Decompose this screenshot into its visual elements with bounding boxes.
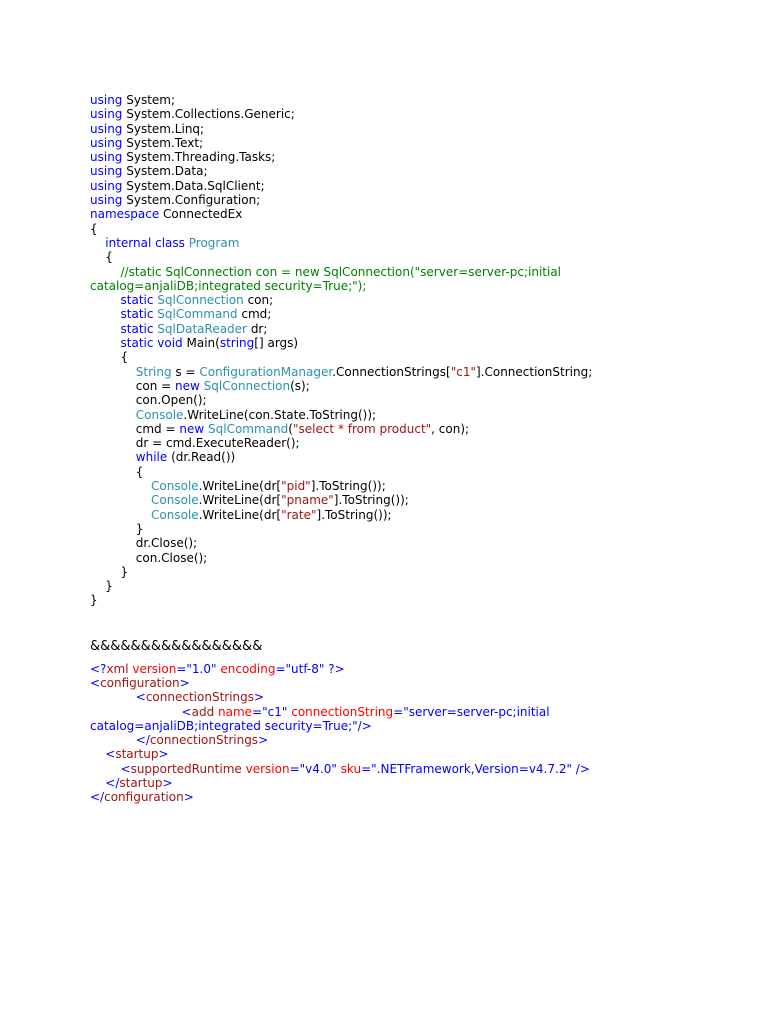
code-token: ].ToString()); — [316, 507, 392, 522]
code-token: dr = cmd.ExecuteReader(); — [90, 436, 300, 451]
code-token: 1.0 — [191, 661, 212, 676]
code-token: connectionStrings — [145, 690, 255, 705]
code-token: cmd; — [237, 307, 272, 322]
code-token: using — [90, 107, 123, 122]
code-line — [90, 236, 730, 250]
xml-line — [90, 790, 730, 804]
code-token: " — [281, 704, 292, 719]
code-token: " — [331, 761, 341, 776]
code-token: ].ConnectionString; — [475, 364, 593, 379]
code-line — [90, 336, 730, 350]
code-token: SqlConnection — [157, 293, 244, 308]
code-token: Main( — [182, 336, 220, 351]
code-token: Console — [151, 507, 199, 522]
code-token: using — [90, 93, 123, 107]
code-token: { — [90, 250, 113, 265]
code-token: } — [90, 593, 98, 608]
code-token: cmd = — [90, 421, 180, 436]
code-token: SqlCommand — [157, 307, 238, 322]
code-token: "pname" — [281, 493, 334, 508]
xml-line — [90, 747, 730, 761]
code-token: (dr.Read()) — [167, 450, 236, 465]
code-token: supportedRuntime — [130, 761, 242, 776]
code-token: startup — [115, 747, 159, 762]
code-line — [90, 122, 730, 136]
code-token: "/> — [352, 718, 372, 733]
csharp-code-block — [90, 93, 730, 608]
code-token: .WriteLine(dr[ — [198, 479, 282, 494]
separator-text: &&&&&&&&&&&&&&&&& — [90, 638, 263, 654]
code-token: { — [90, 221, 98, 236]
code-token: Console — [151, 493, 199, 508]
code-token: connectionStrings — [149, 733, 259, 748]
xml-line — [90, 733, 730, 747]
code-token: =" — [361, 761, 377, 776]
code-token: String — [135, 364, 172, 379]
code-token: .WriteLine(con.State.ToString()); — [183, 407, 377, 422]
xml-line — [90, 762, 730, 776]
code-token — [90, 450, 136, 464]
code-token: > — [254, 690, 265, 705]
code-token: " /> — [566, 761, 590, 776]
code-line — [90, 493, 730, 507]
code-token: < — [90, 747, 116, 762]
code-line — [90, 293, 730, 307]
code-token: string — [219, 336, 255, 351]
code-token: dr; — [247, 321, 268, 336]
code-token — [90, 307, 121, 321]
code-token: " ?> — [318, 661, 345, 676]
code-token: con = — [90, 378, 176, 393]
code-line — [90, 179, 730, 193]
code-token: =" — [275, 661, 292, 676]
code-token: //static SqlConnection con = new SqlConnection("server=server-pc;initial — [120, 264, 562, 279]
code-token: utf-8 — [291, 661, 319, 676]
code-line — [90, 422, 730, 436]
code-line — [90, 265, 730, 279]
code-line — [90, 207, 730, 221]
code-token: System.Data.SqlClient; — [122, 178, 265, 193]
code-token: SqlCommand — [208, 421, 289, 436]
code-line — [90, 164, 730, 178]
code-token: using — [90, 121, 123, 136]
code-token: static — [120, 321, 154, 336]
code-token: xml — [106, 661, 129, 676]
code-token: internal class — [105, 235, 185, 250]
code-line — [90, 350, 730, 364]
code-token: v4.0 — [305, 761, 332, 776]
code-token: { — [90, 350, 129, 365]
code-token: </ — [90, 790, 105, 805]
code-token: =" — [289, 761, 306, 776]
code-token: static — [120, 307, 154, 322]
code-token: while — [135, 450, 168, 465]
code-line — [90, 408, 730, 422]
code-token: "pid" — [281, 479, 311, 494]
code-line — [90, 107, 730, 121]
code-token: </ — [90, 776, 120, 791]
code-token: connectionString — [291, 704, 394, 719]
code-token: < — [90, 690, 146, 705]
code-token: ConfigurationManager — [199, 364, 333, 379]
code-line — [90, 250, 730, 264]
code-token: System.Linq; — [122, 121, 205, 136]
code-line — [90, 450, 730, 464]
code-token: Program — [188, 235, 240, 250]
code-token: new — [175, 378, 200, 393]
code-token: Console — [135, 407, 184, 422]
code-line — [90, 565, 730, 579]
code-token — [90, 336, 121, 350]
code-token: sku — [340, 761, 362, 776]
code-token: using — [90, 135, 123, 150]
xml-line — [90, 705, 730, 719]
code-token: System.Threading.Tasks; — [122, 150, 276, 165]
code-line — [90, 465, 730, 479]
code-line — [90, 536, 730, 550]
code-line — [90, 307, 730, 321]
code-token: > — [162, 776, 173, 791]
code-token: s = — [171, 364, 200, 379]
code-line — [90, 222, 730, 236]
code-token — [90, 508, 151, 522]
code-token — [90, 365, 136, 379]
code-token: </ — [90, 733, 150, 748]
code-line — [90, 193, 730, 207]
code-line — [90, 522, 730, 536]
code-token: namespace — [90, 207, 160, 222]
code-token: (s); — [290, 378, 310, 393]
code-token: con; — [243, 293, 274, 308]
code-token: .ConnectionStrings[ — [332, 364, 451, 379]
code-token: =" — [252, 704, 268, 719]
code-token: } — [90, 564, 129, 579]
code-line — [90, 365, 730, 379]
code-token — [90, 236, 105, 250]
code-token: SqlConnection — [203, 378, 291, 393]
xml-line — [90, 719, 730, 733]
xml-line — [90, 776, 730, 790]
code-token: using — [90, 193, 123, 208]
code-token: startup — [119, 776, 163, 791]
code-token: static void — [120, 336, 183, 351]
xml-config-block — [90, 662, 730, 805]
code-token: System.Configuration; — [122, 193, 261, 208]
spacer — [90, 608, 730, 638]
code-token: } — [90, 579, 113, 594]
code-token: name — [218, 704, 253, 719]
code-token: catalog=anjaliDB;integrated security=True; — [90, 718, 353, 733]
code-token: ( — [288, 421, 293, 436]
code-token: " — [211, 661, 221, 676]
code-line — [90, 393, 730, 407]
code-token: version — [132, 661, 177, 676]
code-token: ].ToString()); — [333, 493, 409, 508]
code-token: System.Collections.Generic; — [122, 107, 295, 122]
code-line — [90, 279, 730, 293]
code-token — [90, 493, 151, 507]
code-token: dr.Close(); — [90, 536, 198, 551]
code-token: , con); — [431, 421, 470, 436]
code-token: "c1" — [450, 364, 476, 379]
code-token: using — [90, 150, 123, 165]
code-token: > — [179, 675, 190, 690]
code-line — [90, 379, 730, 393]
code-token: static — [120, 293, 154, 308]
code-token: "select * from product" — [292, 421, 432, 436]
code-token: catalog=anjaliDB;integrated security=True;"); — [90, 278, 367, 293]
code-token: > — [158, 747, 169, 762]
code-token: System; — [122, 93, 176, 107]
code-line — [90, 579, 730, 593]
code-token: { — [90, 464, 144, 479]
code-line — [90, 436, 730, 450]
code-token — [90, 265, 121, 279]
code-token: .WriteLine(dr[ — [198, 507, 282, 522]
code-token — [90, 322, 121, 336]
code-token: using — [90, 164, 123, 179]
code-token: SqlDataReader — [157, 321, 247, 336]
code-token: Console — [151, 479, 199, 494]
code-token: ConnectedEx — [159, 207, 243, 222]
xml-line — [90, 662, 730, 676]
code-token: using — [90, 178, 123, 193]
code-line — [90, 551, 730, 565]
code-token: } — [90, 521, 144, 536]
document-page — [90, 93, 730, 805]
code-token: > — [183, 790, 194, 805]
code-line — [90, 322, 730, 336]
code-line — [90, 150, 730, 164]
code-token: configuration — [100, 675, 180, 690]
code-token: con.Close(); — [90, 550, 208, 565]
code-token: > — [258, 733, 269, 748]
code-token: System.Text; — [122, 135, 204, 150]
code-token: "rate" — [281, 507, 317, 522]
code-token — [90, 293, 121, 307]
code-token — [90, 408, 136, 422]
code-token: ].ToString()); — [310, 479, 386, 494]
code-token: version — [245, 761, 290, 776]
code-token: con.Open(); — [90, 393, 207, 408]
code-token: System.Data; — [122, 164, 208, 179]
xml-line — [90, 676, 730, 690]
code-token — [90, 479, 151, 493]
code-token: .WriteLine(dr[ — [198, 493, 282, 508]
code-line — [90, 508, 730, 522]
code-token: add — [191, 704, 215, 719]
code-token: c1 — [267, 704, 282, 719]
code-line — [90, 479, 730, 493]
code-line — [90, 136, 730, 150]
xml-line — [90, 690, 730, 704]
code-token: [] args) — [254, 336, 299, 351]
code-token: < — [90, 675, 101, 690]
code-line — [90, 593, 730, 607]
code-token: configuration — [104, 790, 184, 805]
code-token: <? — [90, 661, 107, 676]
code-token: =" — [176, 661, 192, 676]
code-token: server=server-pc;initial — [408, 704, 550, 719]
code-token: =" — [393, 704, 409, 719]
code-token: < — [90, 704, 192, 719]
code-token: encoding — [220, 661, 276, 676]
code-token: < — [90, 761, 131, 776]
code-token: .NETFramework,Version=v4.7.2 — [376, 761, 567, 776]
code-token: new — [179, 421, 205, 436]
code-line — [90, 93, 730, 107]
